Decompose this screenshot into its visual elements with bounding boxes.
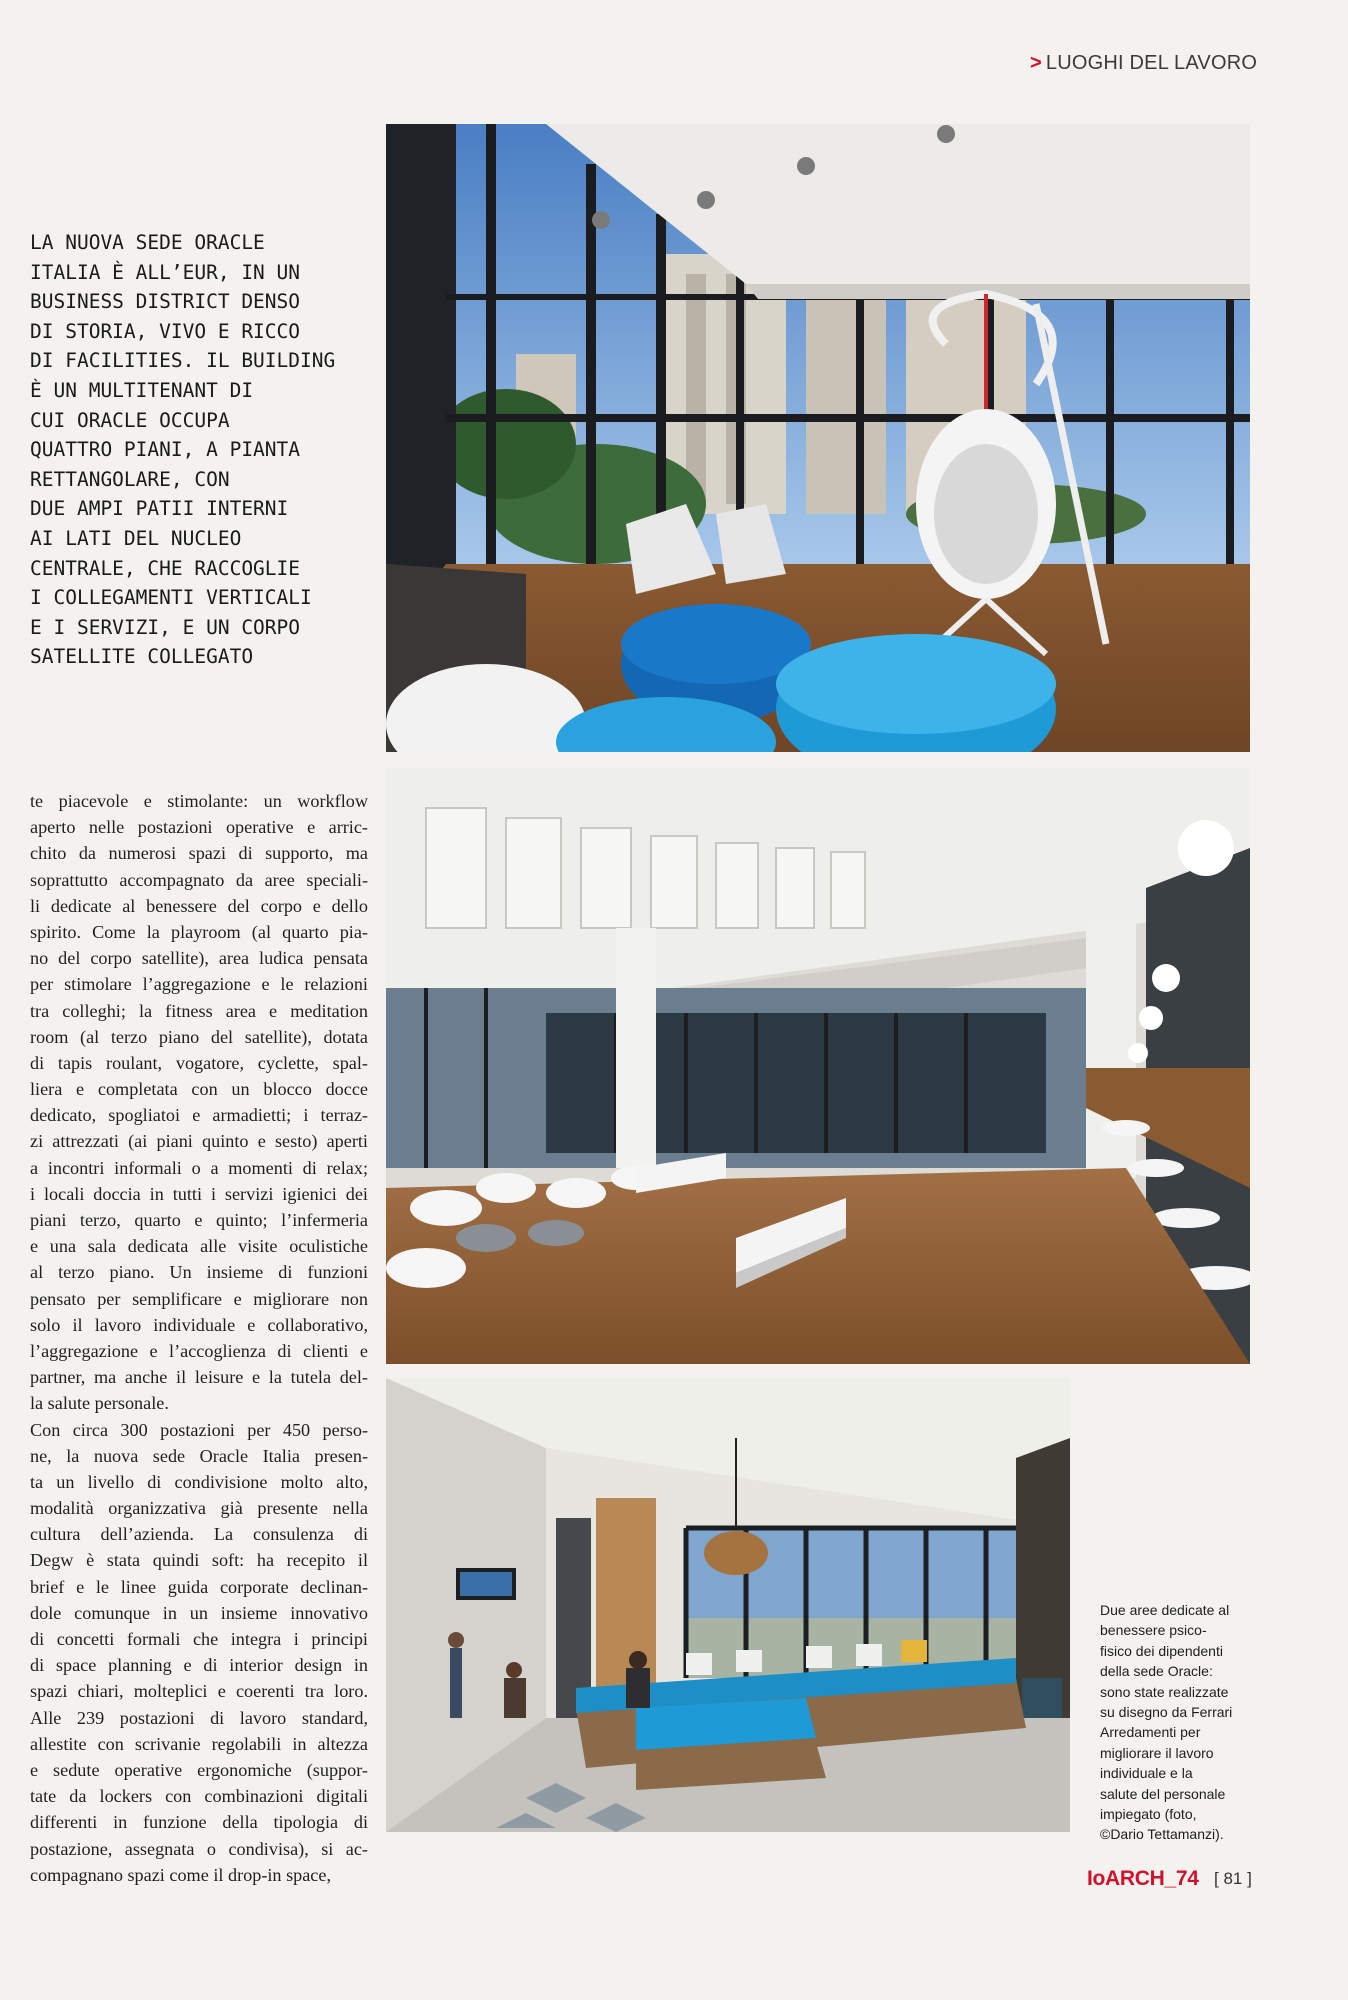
text-line: zi attrezzati (ai piani quinto e sesto) aperti <box>30 1131 368 1152</box>
text-line: DI STORIA, VIVO E RICCO <box>30 319 301 343</box>
text-line: differenti in funzione della tipologia di <box>30 1812 368 1833</box>
text-line: aperto nelle postazioni operative e arric- <box>30 817 368 838</box>
text-line: room (al terzo piano del satellite), dotata <box>30 1026 368 1047</box>
text-line: la salute personale. <box>30 1393 169 1414</box>
text-line: migliorare il lavoro <box>1100 1744 1214 1761</box>
text-line: È UN MULTITENANT DI <box>30 378 254 402</box>
article-body <box>30 788 368 1888</box>
photo-patio-lounge <box>386 124 1250 752</box>
text-line: su disegno da Ferrari <box>1100 1704 1233 1721</box>
text-line: tate da lockers con combinazioni digitali <box>30 1786 368 1807</box>
text-line: salute del personale <box>1100 1785 1226 1802</box>
text-line: CUI ORACLE OCCUPA <box>30 408 230 432</box>
text-line: LA NUOVA SEDE ORACLE <box>30 231 265 254</box>
text-line: BUSINESS DISTRICT DENSO <box>30 290 301 314</box>
section-label <box>1030 52 1257 75</box>
text-line: cultura dell’azienda. La consulenza di <box>30 1524 368 1545</box>
text-line: allestite con scrivanie regolabili in altezza <box>30 1733 368 1754</box>
text-line: SATELLITE COLLEGATO <box>30 645 254 669</box>
text-line: impiegato (foto, <box>1100 1806 1197 1823</box>
text-line: dole comunque in un insieme innovativo <box>30 1602 368 1623</box>
text-line: Due aree dedicate al <box>1100 1602 1230 1618</box>
text-line: per stimolare l’aggregazione e le relazioni <box>30 974 368 995</box>
magazine-brand: IoARCH_74 <box>1087 1867 1199 1890</box>
text-line: e una sala dedicata alle visite oculistiche <box>30 1236 368 1257</box>
text-line: l’aggregazione e l’accoglienza di clienti e <box>30 1340 368 1361</box>
text-line: DUE AMPI PATII INTERNI <box>30 497 289 521</box>
text-line: modalità organizzativa già presente nella <box>30 1498 368 1519</box>
text-line: sono state realizzate <box>1100 1683 1229 1700</box>
section-label-text: LUOGHI DEL LAVORO <box>1045 52 1258 74</box>
page-number: [ 81 ] <box>1214 1869 1252 1888</box>
photo-relax-area <box>386 1378 1070 1832</box>
text-line: soprattutto accompagnato da aree speciali- <box>30 869 368 890</box>
text-line: benessere psico- <box>1100 1622 1207 1639</box>
text-line: ta un livello di condivisione molto alto, <box>30 1471 368 1492</box>
text-line: brief e le linee guida corporate declinan- <box>30 1576 368 1597</box>
text-line: spazi chiari, molteplici e coerenti tra loro. <box>30 1681 368 1702</box>
text-line: dedicato, spogliatoi e armadietti; i terraz- <box>30 1105 368 1126</box>
text-line: a incontri informali o a momenti di relax; <box>30 1157 368 1178</box>
text-line: liera e completata con un blocco docce <box>30 1079 368 1100</box>
text-line: di space planning e di interior design in <box>30 1655 368 1676</box>
photo-caption <box>1100 1600 1260 1845</box>
text-line: Alle 239 postazioni di lavoro standard, <box>30 1707 368 1728</box>
text-line: ©Dario Tettamanzi). <box>1100 1826 1224 1843</box>
text-line: solo il lavoro individuale e collaborativo, <box>30 1314 368 1335</box>
text-line: Degw è stata quindi soft: ha recepito il <box>30 1550 368 1571</box>
text-line: tra colleghi; la fitness area e meditation <box>30 1000 368 1021</box>
text-line: RETTANGOLARE, CON <box>30 467 230 491</box>
text-line: Arredamenti per <box>1100 1724 1201 1741</box>
text-line: compagnano spazi come il drop-in space, <box>30 1864 331 1885</box>
text-line: te piacevole e stimolante: un workflow <box>30 791 368 811</box>
photo-open-lounge <box>386 768 1250 1364</box>
text-line: no del corpo satellite), area ludica pensata <box>30 948 368 969</box>
text-line: ITALIA È ALL’EUR, IN UN <box>30 260 301 284</box>
text-line: di concetti formali che integra i principi <box>30 1629 368 1649</box>
text-line: spirito. Come la playroom (al quarto pia- <box>30 921 368 942</box>
text-line: chito da numerosi spazi di supporto, ma <box>30 843 368 864</box>
text-line: al terzo piano. Un insieme di funzioni <box>30 1262 368 1283</box>
text-line: di tapis roulant, vogatore, cyclette, spal- <box>30 1052 368 1073</box>
text-line: individuale e la <box>1100 1765 1193 1782</box>
text-line: ne, la nuova sede Oracle Italia presen- <box>30 1445 368 1466</box>
text-line: QUATTRO PIANI, A PIANTA <box>30 438 301 462</box>
chevron-right-icon: > <box>1030 52 1042 74</box>
text-line: E I SERVIZI, E UN CORPO <box>30 615 301 639</box>
text-line: e sedute operative ergonomiche (suppor- <box>30 1759 368 1780</box>
text-line: li dedicate al benessere del corpo e dello <box>30 895 368 916</box>
text-line: i locali doccia in tutti i servizi igienici dei <box>30 1183 368 1204</box>
text-line: AI LATI DEL NUCLEO <box>30 526 242 550</box>
text-line: piani terzo, quarto e quinto; l’infermeria <box>30 1210 368 1230</box>
text-line: Con circa 300 postazioni per 450 perso- <box>30 1419 368 1440</box>
text-line: partner, ma anche il leisure e la tutela del- <box>30 1367 368 1388</box>
text-line: CENTRALE, CHE RACCOGLIE <box>30 556 301 580</box>
text-line: della sede Oracle: <box>1100 1663 1213 1680</box>
text-line: I COLLEGAMENTI VERTICALI <box>30 586 312 610</box>
text-line: pensato per semplificare e migliorare non <box>30 1288 368 1309</box>
pull-quote <box>30 228 360 672</box>
text-line: postazione, assegnata o condivisa), si ac- <box>30 1838 368 1859</box>
text-line: DI FACILITIES. IL BUILDING <box>30 349 336 373</box>
text-line: fisico dei dipendenti <box>1100 1642 1223 1659</box>
